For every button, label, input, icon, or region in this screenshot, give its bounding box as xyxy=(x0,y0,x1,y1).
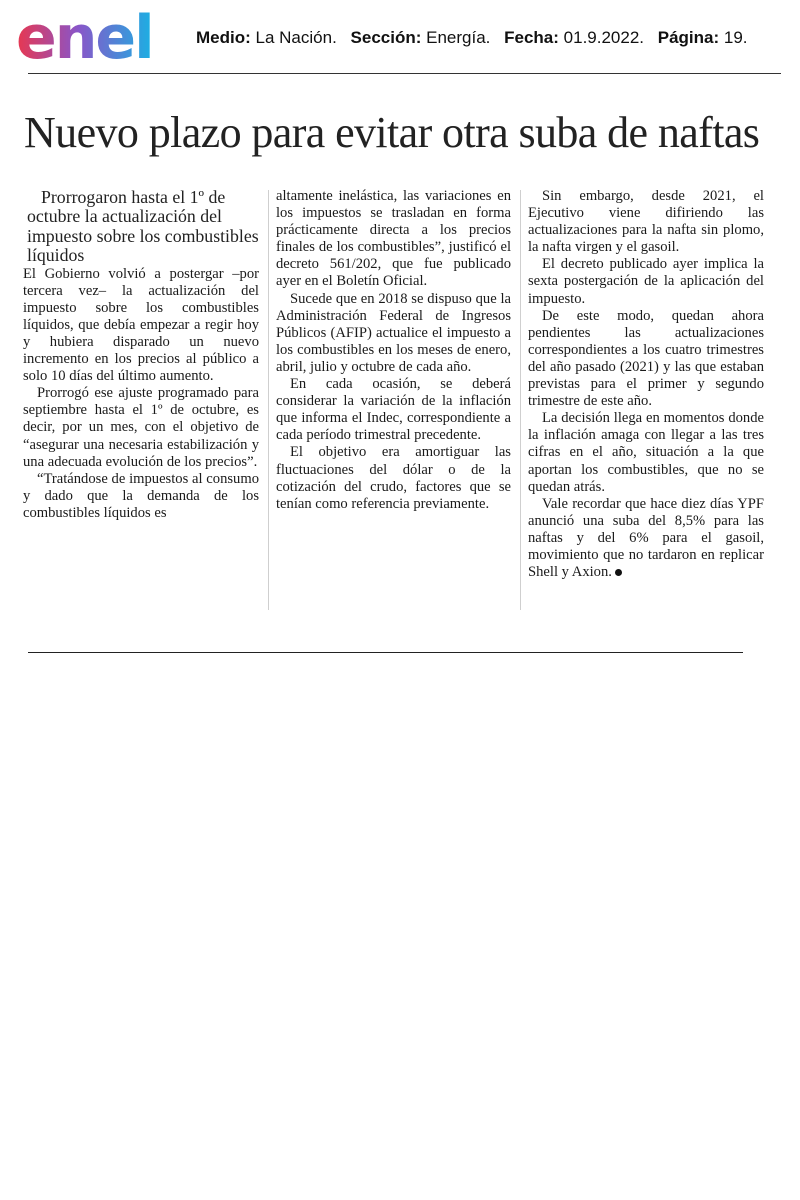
fecha-value: 01.9.2022. xyxy=(563,28,645,47)
enel-logo xyxy=(14,6,174,68)
column-divider xyxy=(520,190,521,610)
pagina-value: 19. xyxy=(723,28,748,47)
paragraph: El objetivo era amortiguar las fluctuaciones del dólar o de la cotización del crudo, factores que se tenían como referencia previamente. xyxy=(276,444,511,512)
seccion-value: Energía. xyxy=(426,28,491,47)
last-paragraph xyxy=(528,496,764,581)
header-divider xyxy=(28,73,781,74)
paragraph: La decisión llega en momentos donde la inflación amaga con llegar a las tres cifras en el año, situación a la que aportan los combustibles, que no se quedan atrás. xyxy=(528,410,764,495)
medio-label: Medio: xyxy=(196,28,251,47)
paragraph: El Gobierno volvió a postergar –por tercera vez– la actualización del impuesto sobre los combustibles líquidos, que debía empezar a regir hoy y hubiera disparado un nuevo incremento en los precios al público a solo 10 días del último aumento. xyxy=(23,265,259,385)
article-bottom-rule xyxy=(28,652,743,653)
seccion-label: Sección: xyxy=(350,28,422,47)
article-headline: Nuevo plazo para evitar otra suba de naftas xyxy=(24,108,760,157)
paragraph: “Tratándose de impuestos al consumo y dado que la demanda de los combustibles líquidos es xyxy=(23,470,259,521)
medio-value: La Nación. xyxy=(255,28,337,47)
logo-text: enel xyxy=(16,6,153,68)
paragraph: altamente inelástica, las variaciones en los impuestos se trasladan en forma prácticamente directa a los precios finales de los combustibles”, justificó el decreto 561/202, que fue publicado ayer en el Boletín Oficial. xyxy=(276,188,511,290)
paragraph: Sucede que en 2018 se dispuso que la Administración Federal de Ingresos Públicos (AFIP) actualice el impuesto a los combustibles en los meses de enero, abril, julio y octubre de cada año. xyxy=(276,290,511,375)
article-deck: Prorrogaron hasta el 1º de octubre la actualización del impuesto sobre los combustibles líquidos xyxy=(27,187,259,266)
paragraph: El decreto publicado ayer implica la sexta postergación de la aplicación del impuesto. xyxy=(528,256,764,307)
paragraph: Sin embargo, desde 2021, el Ejecutivo viene difiriendo las actualizaciones para la nafta sin plomo, la nafta virgen y el gasoil. xyxy=(528,188,764,256)
paragraph: Prorrogó ese ajuste programado para septiembre hasta el 1º de octubre, es decir, por un mes, con el objetivo de “asegurar una necesaria estabilización y una adecuada evolución de los precios”. xyxy=(23,385,259,470)
paragraph: En cada ocasión, se deberá considerar la variación de la inflación que informa el Indec, correspondiente a cada período trimestral precedente. xyxy=(276,376,511,444)
clipping-header xyxy=(0,0,800,76)
article-column-1 xyxy=(23,188,259,522)
pagina-label: Página: xyxy=(657,28,720,47)
article-column-2 xyxy=(276,188,511,513)
column-divider xyxy=(268,190,269,610)
clipping-meta xyxy=(196,28,748,48)
article-column-3 xyxy=(528,188,764,581)
paragraph-text: Vale recordar que hace diez días YPF anunció una suba del 8,5% para las naftas y del 6% para el gasoil, movimiento que no tardaron en replicar Shell y Axion. xyxy=(528,495,764,581)
end-of-article-icon xyxy=(615,569,622,576)
paragraph: De este modo, quedan ahora pendientes las actualizaciones correspondientes a los cuatro trimestres del año pasado (2021) y las que estaban previstas para el primer y segundo trimestre de este año. xyxy=(528,307,764,410)
fecha-label: Fecha: xyxy=(504,28,559,47)
